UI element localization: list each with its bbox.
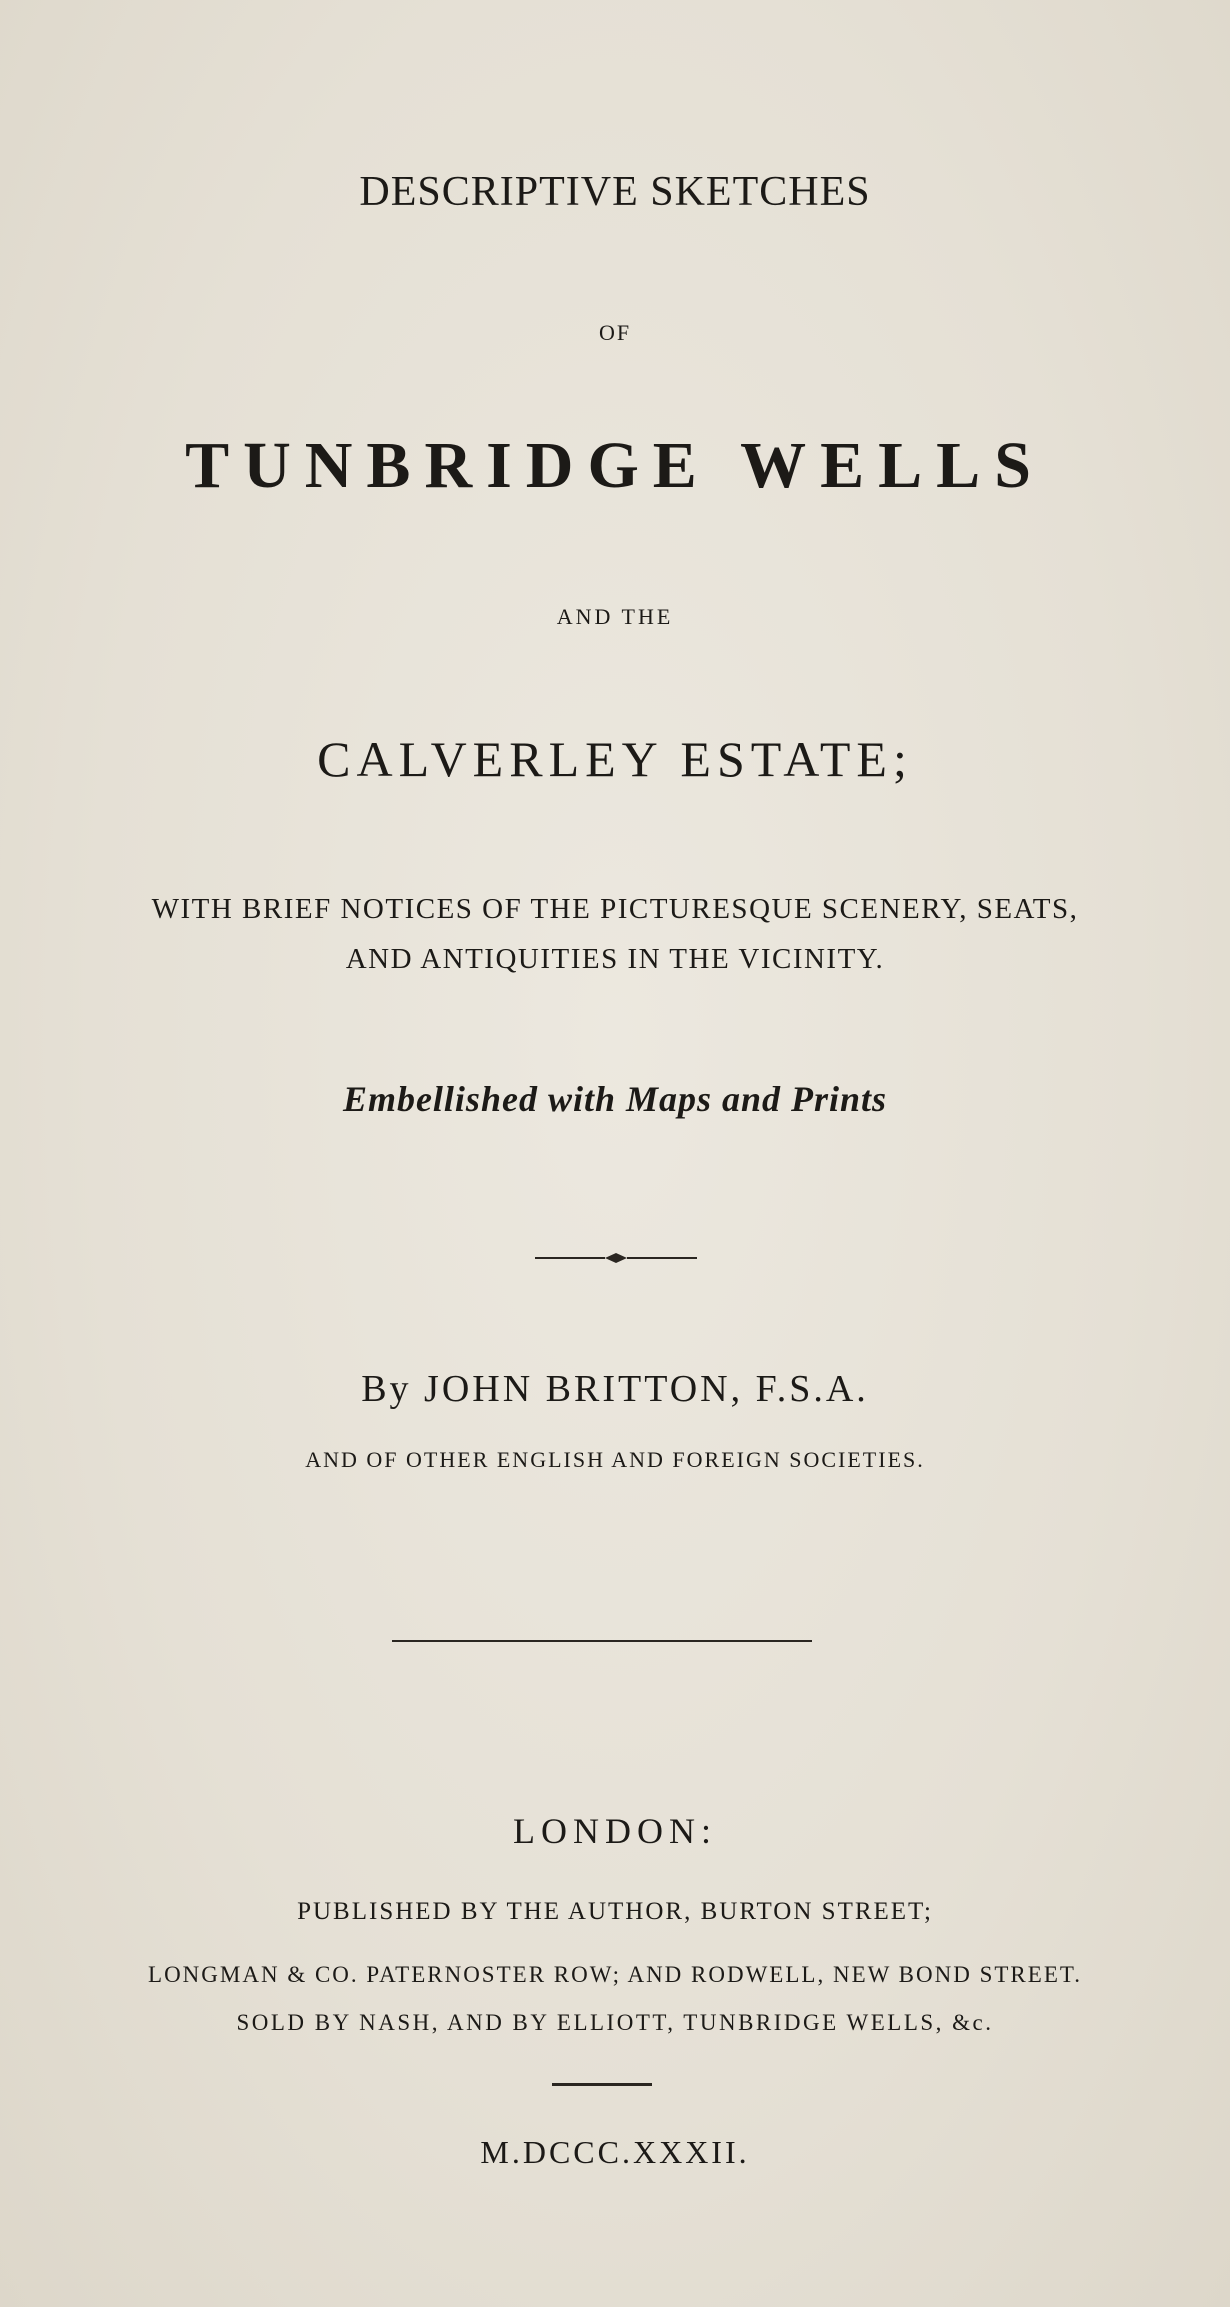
publication-date: M.DCCC.XXXII.: [480, 2134, 750, 2170]
embellished-line: Embellished with Maps and Prints: [342, 1079, 888, 1119]
publisher-line-2: LONGMAN & CO. PATERNOSTER ROW; AND RODWELL, NEW BOND STREET.: [148, 1962, 1082, 1987]
subtitle-line-1: WITH BRIEF NOTICES OF THE PICTURESQUE SCENERY, SEATS,: [151, 893, 1079, 925]
diamond-rule-ornament: [535, 1248, 697, 1268]
imprint-place: LONDON:: [513, 1811, 717, 1851]
publisher-line-1: PUBLISHED BY THE AUTHOR, BURTON STREET;: [297, 1898, 933, 1925]
title-line-tunbridge-wells: TUNBRIDGE WELLS: [185, 429, 1045, 502]
author-line: By JOHN BRITTON, F.S.A.: [361, 1368, 869, 1410]
title-line-calverley-estate: CALVERLEY ESTATE;: [317, 731, 913, 787]
short-divider-rule: [552, 2083, 652, 2086]
publisher-line-3: SOLD BY NASH, AND BY ELLIOTT, TUNBRIDGE WELLS, &c.: [236, 2010, 994, 2035]
title-line-descriptive-sketches: DESCRIPTIVE SKETCHES: [359, 169, 871, 215]
title-connector-of: OF: [598, 320, 632, 345]
divider-rule: [392, 1640, 812, 1642]
subtitle-line-2: AND ANTIQUITIES IN THE VICINITY.: [345, 943, 885, 975]
title-connector-and-the: AND THE: [556, 604, 674, 629]
societies-line: AND OF OTHER ENGLISH AND FOREIGN SOCIETIES.: [305, 1447, 925, 1472]
